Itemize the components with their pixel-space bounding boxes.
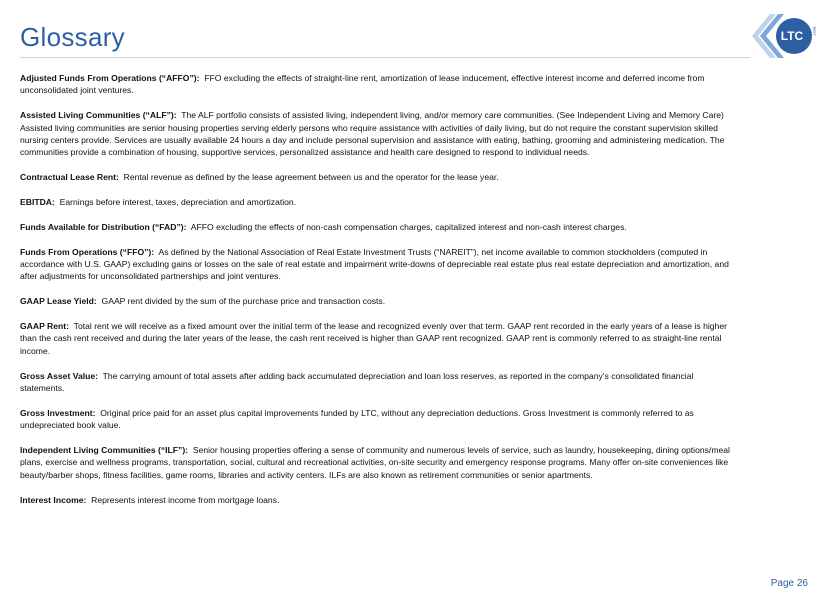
glossary-term: EBITDA:: [20, 197, 55, 208]
glossary-entry: [20, 295, 732, 307]
glossary-term: Assisted Living Communities (“ALF”):: [20, 110, 177, 121]
logo-subtext: REIT: [812, 26, 817, 36]
glossary-definition: As defined by the National Association of Real Estate Investment Trusts (“NAREIT”), net income available to common stockholders (computed in accordance with U.S. GAAP) excluding gains or losses on the sale of real estate and impairment write-downs of depreciable real estate plus real estate depreciation and amortization, and after adjustments for unconsolidated partnerships and joint ventures.: [20, 246, 729, 282]
glossary-entry: [20, 407, 732, 432]
glossary-entry: [20, 72, 732, 97]
glossary-entry: [20, 494, 732, 506]
glossary-entry: [20, 320, 732, 357]
ltc-reit-logo: [750, 10, 816, 62]
page-number: Page 26: [770, 578, 808, 589]
glossary-term: GAAP Lease Yield:: [20, 296, 97, 307]
glossary-term: Gross Asset Value:: [20, 370, 99, 381]
glossary-definition: Total rent we will receive as a fixed amount over the initial term of the lease and recognized evenly over that term. GAAP rent recorded in the early years of a lease is higher than the cash rent received and during the later years of the lease, the cash rent received is higher than GAAP rent recognized. GAAP rent is commonly referred to as straight-line rental income.: [20, 321, 727, 356]
glossary-entry: [20, 221, 732, 233]
glossary-definition: Represents interest income from mortgage loans.: [91, 494, 280, 505]
glossary-definition: Rental revenue as defined by the lease agreement between us and the operator for the lease year.: [123, 172, 499, 183]
glossary-entry: [20, 171, 732, 183]
glossary-entry: [20, 109, 732, 159]
glossary-definition: AFFO excluding the effects of non-cash compensation charges, capitalized interest and non-cash interest charges.: [190, 221, 627, 232]
glossary-definition: Senior housing properties offering a sense of community and numerous levels of service, such as laundry, housekeeping, dining options/meal plans, exercise and wellness programs, transportation, social, cultural and recreational activities, on-site security and emergency response programs. Many offer on-site conveniences like beauty/barber shops, fitness facilities, game rooms, libraries and activity centers. ILFs are also known as retirement communities or senior apartments.: [20, 445, 730, 480]
glossary-term: Adjusted Funds From Operations (“AFFO”):: [20, 73, 200, 83]
glossary-definition: Earnings before interest, taxes, depreciation and amortization.: [59, 197, 297, 208]
glossary-definition: Original price paid for an asset plus capital improvements funded by LTC, without any depreciation deductions. Gross Investment is commonly referred to as undepreciated book value.: [20, 407, 694, 431]
page-title: Glossary: [20, 22, 125, 52]
glossary-term: Contractual Lease Rent:: [20, 172, 119, 183]
glossary-definition: The carrying amount of total assets after adding back accumulated depreciation and loan loss reserves, as reported in the company’s consolidated financial statements.: [20, 370, 694, 394]
glossary-definition: FFO excluding the effects of straight-line rent, amortization of lease inducement, effective interest income and deferred income from unconsolidated joint ventures.: [20, 73, 705, 96]
logo-text: LTC: [780, 29, 804, 43]
glossary-definition: The ALF portfolio consists of assisted living, independent living, and/or memory care communities. (See Independent Living and Memory Care) Assisted living communities are senior housing properties serving elderly persons who require assistance with activities of daily living, but do not require the constant supervision skilled nursing centers provide. Services are usually available 24 hours a day and include personal supervision and assistance with eating, bathing, grooming and administering medication. The communities provide a combination of housing, supportive services, personalized assistance and health care designed to respond to individual needs.: [20, 110, 725, 158]
glossary-term: Funds From Operations (“FFO”):: [20, 246, 155, 257]
glossary-term: GAAP Rent:: [20, 321, 70, 332]
glossary-term: Gross Investment:: [20, 407, 96, 418]
glossary-entry: [20, 196, 732, 208]
glossary-entry: [20, 246, 732, 283]
glossary-term: Interest Income:: [20, 494, 87, 505]
glossary-entry: [20, 370, 732, 395]
title-divider: [20, 57, 750, 58]
glossary-entry: [20, 444, 732, 481]
glossary-term: Independent Living Communities (“ILF”):: [20, 445, 189, 456]
glossary-list: [20, 72, 732, 518]
glossary-term: Funds Available for Distribution (“FAD”):: [20, 221, 187, 232]
glossary-definition: GAAP rent divided by the sum of the purchase price and transaction costs.: [101, 296, 386, 307]
